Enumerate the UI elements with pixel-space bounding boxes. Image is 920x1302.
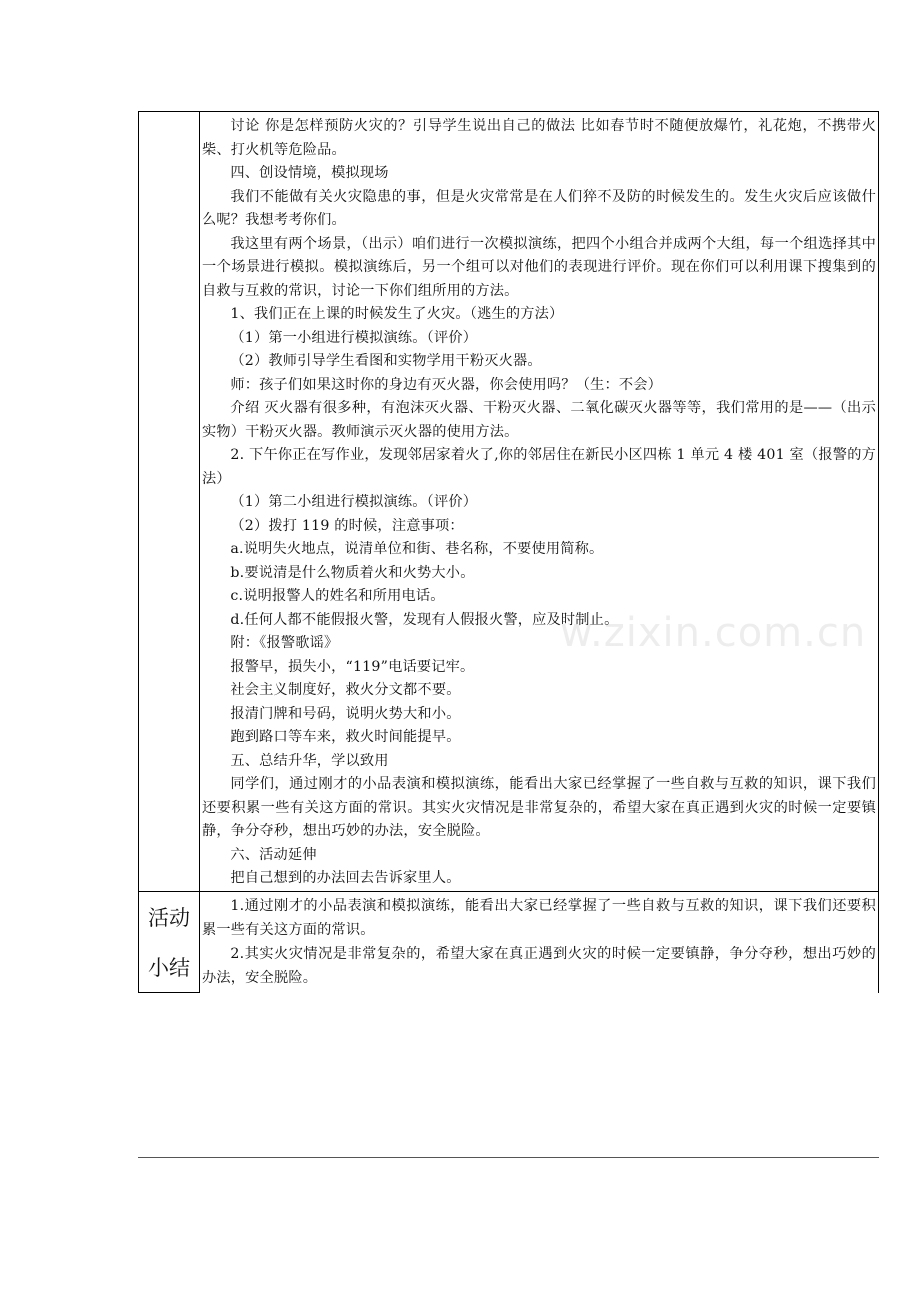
scenario-heading: 1、我们正在上课的时候发生了火灾。（逃生的方法） [230,306,564,322]
watermark: w.zixin.com.cn [560,610,867,656]
song-line: 社会主义制度好，救火分文都不要。 [230,682,461,698]
summary-label-line1: 活动 [148,905,190,930]
paragraph: 同学们，通过刚才的小品表演和模拟演练，能看出大家已经掌握了一些自救与互救的知识，课下我们还要积累一些有关这方面的常识。其实火灾情况是非常复杂的，希望大家在真正遇到火灾的时候一定要镇静，争分夺秒，想出巧妙的办法，安全脱险。 [202,776,876,839]
paragraph: 介绍 灭火器有很多种，有泡沫灭火器、干粉灭火器、二氧化碳灭火器等等，我们常用的是——（出示实物）干粉灭火器。教师演示灭火器的使用方法。 [202,400,876,440]
summary-label-line2: 小结 [148,955,190,980]
paragraph: 把自己想到的办法回去告诉家里人。 [230,870,461,886]
section-heading: 六、活动延伸 [230,846,317,863]
paragraph: 我们不能做有关火灾隐患的事，但是火灾常常是在人们猝不及防的时候发生的。发生火灾后应该做什么呢？我想考考你们。 [202,188,876,228]
paragraph: 我这里有两个场景，（出示）咱们进行一次模拟演练，把四个小组合并成两个大组，每一个组选择其中一个场景进行模拟。模拟演练后，另一个组可以对他们的表现进行评价。现在你们可以利用课下搜集到的自救与互救的常识，讨论一下你们组所用的方法。 [202,235,876,299]
paragraph: （2）拨打 119 的时候，注意事项： [230,517,464,534]
summary-label-cell [139,892,200,993]
lesson-table [138,111,879,993]
section-heading: 四、创设情境，模拟现场 [230,165,389,181]
summary-content [200,892,878,993]
summary-item: 2.其实火灾情况是非常复杂的，希望大家在真正遇到火灾的时候一定要镇静，争分夺秒，想出巧妙的办法，安全脱险。 [202,945,876,986]
paragraph: 讨论 你是怎样预防火灾的？引导学生说出自己的做法 比如春节时不随便放爆竹，礼花炮，不携带火柴、打火机等危险品。 [202,118,876,158]
scenario-heading: 2. 下午你正在写作业，发现邻居家着火了,你的邻居住在新民小区四栋 1 单元 4 楼 401 室（报警的方法） [202,447,876,487]
summary-item: 1.通过刚才的小品表演和模拟演练，能看出大家已经掌握了一些自救与互救的知识，课下我们还要积累一些有关这方面的常识。 [202,897,876,938]
lesson-process-content [200,112,878,891]
song-line: 报清门牌和号码，说明火势大和小。 [230,705,461,722]
list-item: c.说明报警人的姓名和所用电话。 [230,588,445,604]
song-title: 附：《报警歌谣》 [230,635,339,651]
paragraph: （2）教师引导学生看图和实物学用干粉灭火器。 [230,353,542,369]
song-line: 跑到路口等车来，救火时间能提早。 [230,729,461,745]
paragraph: 师：孩子们如果这时你的身边有灭火器，你会使用吗？（生：不会） [230,376,663,393]
paragraph: （1）第一小组进行模拟演练。（评价） [230,329,478,346]
summary-row [138,891,879,993]
list-item: d.任何人都不能假报火警，发现有人假报火警，应及时制止。 [230,611,619,628]
lesson-process-row [138,111,879,891]
lesson-process-label-cell [139,112,200,891]
list-item: a.说明失火地点，说清单位和街、巷名称，不要使用简称。 [230,541,604,557]
section-heading: 五、总结升华，学以致用 [230,752,389,769]
song-line: 报警早，损失小，“119”电话要记牢。 [230,658,475,675]
list-item: b.要说清是什么物质着火和火势大小。 [230,564,475,581]
footer-rule [138,1157,879,1158]
paragraph: （1）第二小组进行模拟演练。（评价） [230,494,478,510]
